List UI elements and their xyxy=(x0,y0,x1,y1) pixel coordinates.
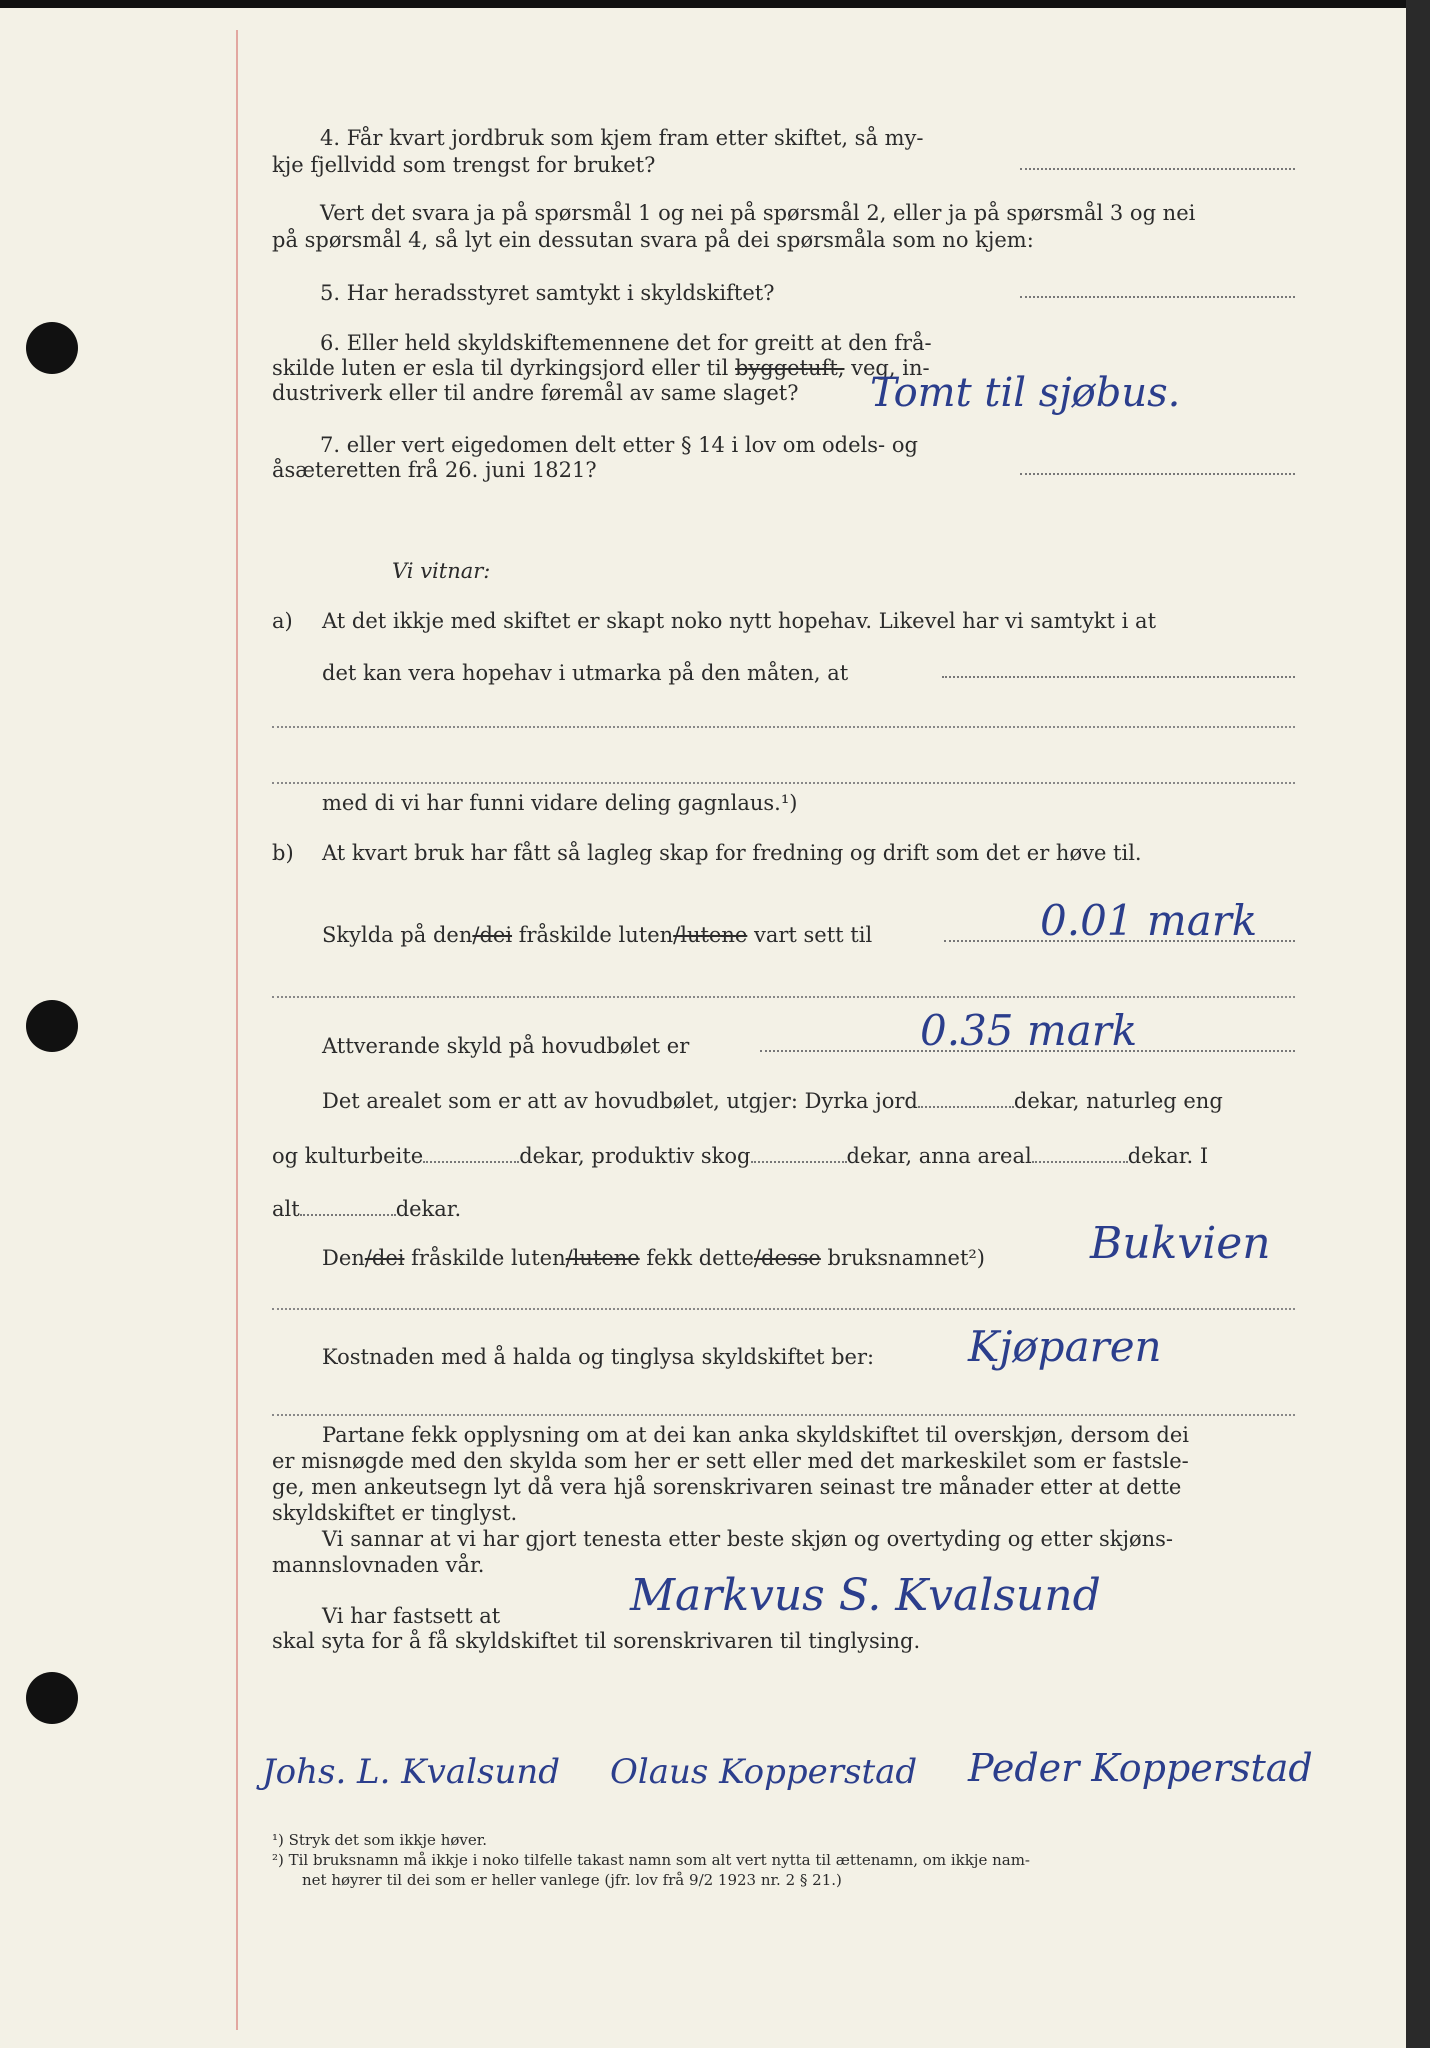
q7-answer-line xyxy=(1020,473,1295,475)
scan-edge-right xyxy=(1406,0,1430,2048)
areal-line1: Det arealet som er att av hovudbølet, utgjer: Dyrka jord dekar, naturleg eng xyxy=(322,1089,1223,1113)
witness-a-line1: At det ikkje med skiftet er skapt noko nytt hopehav. Likevel har vi samtykt i at xyxy=(322,609,1157,633)
q7-line1: 7. eller vert eigedomen delt etter § 14 i lov om odels- og xyxy=(320,433,918,457)
witness-b-line1: At kvart bruk har fått så lagleg skap for fredning og drift som det er høve til. xyxy=(322,841,1142,865)
footnote-2b: net høyrer til dei som er heller vanlege (jfr. lov frå 9/2 1923 nr. 2 § 21.) xyxy=(302,1871,842,1889)
bruksnamn-label: Den/dei fråskilde luten/lutene fekk dette/desse bruksnamnet²) xyxy=(322,1246,986,1270)
fastsett-line2: skal syta for å få skyldskiftet til sorenskrivaren til tinglysing. xyxy=(272,1629,921,1653)
areal-line2: og kulturbeite dekar, produktiv skog dekar, anna areal dekar. I xyxy=(272,1144,1209,1168)
witness-a-line3: med di vi har funni vidare deling gagnlaus.¹) xyxy=(322,791,798,815)
signature-2: Olaus Kopperstad xyxy=(610,1752,918,1792)
signature-3: Peder Kopperstad xyxy=(968,1746,1313,1790)
fastsett-value: Markvus S. Kvalsund xyxy=(630,1570,1101,1621)
witness-b-marker: b) xyxy=(272,841,294,865)
intro-line1: Vert det svara ja på spørsmål 1 og nei på spørsmål 2, eller ja på spørsmål 3 og nei xyxy=(320,201,1196,225)
q5-text: 5. Har heradsstyret samtykt i skyldskiftet? xyxy=(320,281,775,305)
witness-a-fill-line xyxy=(272,782,1295,784)
witness-a-line2: det kan vera hopehav i utmarka på den måten, at xyxy=(322,661,849,685)
kostnad-label: Kostnaden med å halda og tinglysa skyldskiftet ber: xyxy=(322,1345,875,1369)
bruksnamn-fill-line xyxy=(272,1308,1295,1310)
partane-line4: skyldskiftet er tinglyst. xyxy=(272,1501,518,1525)
sannar-line2: mannslovnaden vår. xyxy=(272,1553,485,1577)
q7-line2: åsæteretten frå 26. juni 1821? xyxy=(272,458,597,482)
margin-rule xyxy=(236,30,238,2030)
attverande-label: Attverande skyld på hovudbølet er xyxy=(322,1034,690,1058)
intro-line2: på spørsmål 4, så lyt ein dessutan svara på dei spørsmåla som no kjem: xyxy=(272,228,1034,252)
skylda-label: Skylda på den/dei fråskilde luten/lutene vart sett til xyxy=(322,923,873,947)
kostnad-fill-line xyxy=(272,1414,1295,1416)
q4-answer-line xyxy=(1020,168,1295,170)
kostnad-value: Kjøparen xyxy=(968,1322,1162,1371)
witness-a-fill-line xyxy=(272,726,1295,728)
skylda-fill-line xyxy=(272,996,1295,998)
skylda-value: 0.01 mark xyxy=(1040,896,1258,945)
attverande-value: 0.35 mark xyxy=(920,1006,1138,1055)
punch-hole xyxy=(26,1000,78,1052)
punch-hole xyxy=(26,322,78,374)
q6-line2: skilde luten er esla til dyrkingsjord eller til byggetuft, veg, in- xyxy=(272,356,930,380)
footnote-2a: ²) Til bruksnamn må ikkje i noko tilfelle takast namn som alt vert nytta til ættenamn, om ikkje nam- xyxy=(272,1851,1030,1869)
witness-a-fill-line xyxy=(942,676,1295,678)
q4-line2: kje fjellvidd som trengst for bruket? xyxy=(272,153,656,177)
q4-line1: 4. Får kvart jordbruk som kjem fram etter skiftet, så my- xyxy=(320,126,924,150)
q6-line3: dustriverk eller til andre føremål av same slaget? xyxy=(272,381,799,405)
partane-line1: Partane fekk opplysning om at dei kan anka skyldskiftet til overskjøn, dersom dei xyxy=(322,1423,1190,1447)
q6-line1: 6. Eller held skyldskiftemennene det for greitt at den frå- xyxy=(320,331,932,355)
partane-line2: er misnøgde med den skylda som her er sett eller med det markeskilet som er fastsle- xyxy=(272,1449,1189,1473)
scan-edge-top xyxy=(0,0,1430,8)
signature-1: Johs. L. Kvalsund xyxy=(262,1752,561,1792)
witness-a-marker: a) xyxy=(272,609,293,633)
witness-heading: Vi vitnar: xyxy=(392,559,491,583)
sannar-line1: Vi sannar at vi har gjort tenesta etter beste skjøn og overtyding og etter skjøns- xyxy=(322,1527,1173,1551)
bruksnamn-value: Bukvien xyxy=(1090,1218,1271,1269)
punch-hole xyxy=(26,1672,78,1724)
partane-line3: ge, men ankeutsegn lyt då vera hjå sorenskrivaren seinast tre månader etter at dette xyxy=(272,1475,1182,1499)
q6-answer: Tomt til sjøbus. xyxy=(870,370,1181,416)
fastsett-label: Vi har fastsett at xyxy=(322,1604,501,1628)
areal-line3: alt dekar. xyxy=(272,1197,462,1221)
footnote-1: ¹) Stryk det som ikkje høver. xyxy=(272,1831,488,1849)
q5-answer-line xyxy=(1020,296,1295,298)
